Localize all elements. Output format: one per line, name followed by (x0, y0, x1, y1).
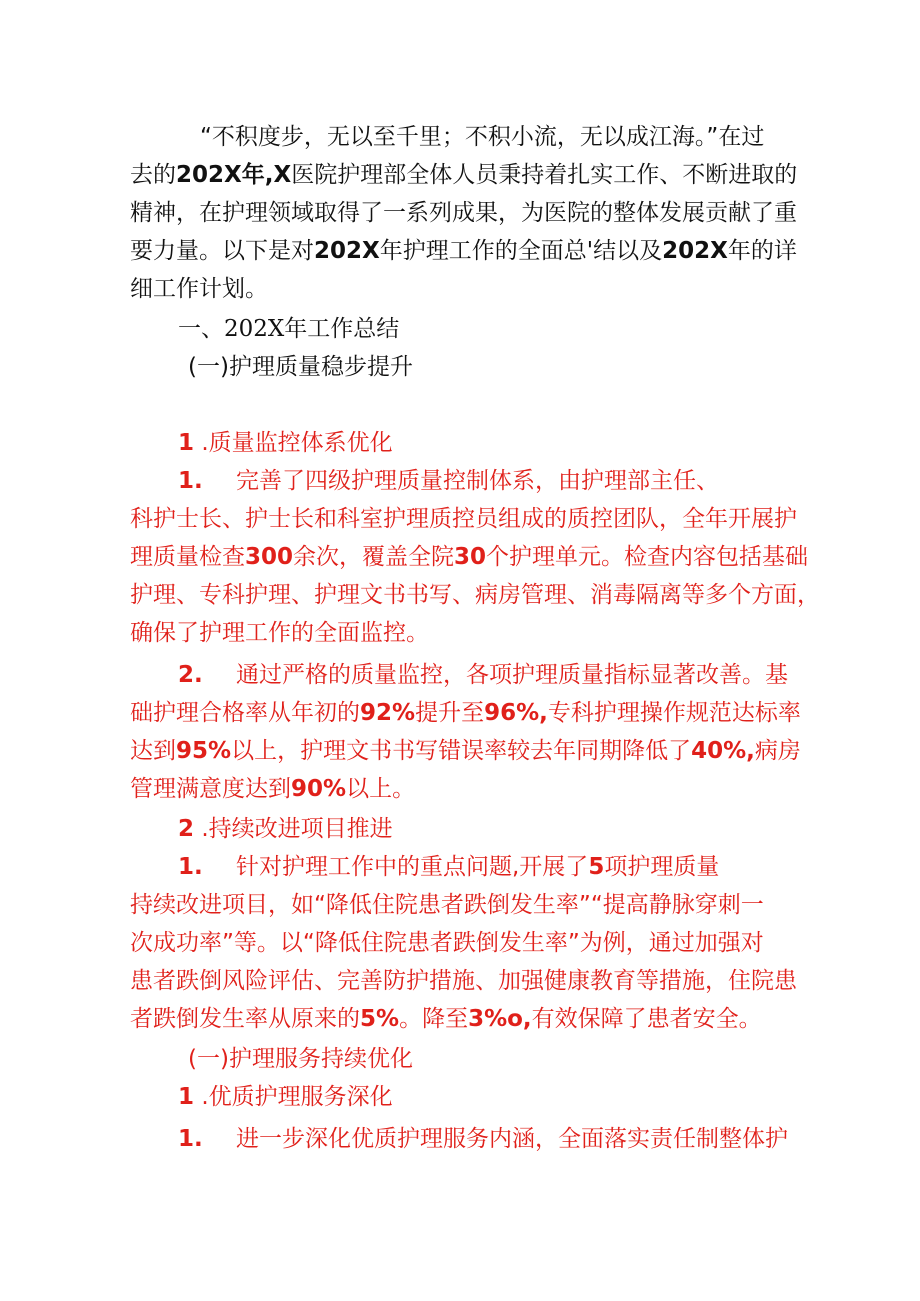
p3-line-5 (130, 1000, 762, 1038)
item-number: 1. (178, 1126, 203, 1152)
subsection-title: (一)护理服务持续优化 (188, 1046, 413, 1072)
p1-line-3 (130, 538, 808, 576)
p2-line-2 (130, 694, 801, 732)
p3-number: 5% (360, 1006, 400, 1032)
heading-number: 1 (178, 1084, 195, 1110)
p4-text: 进一步深化优质护理服务内涵，全面落实责任制整体护 (236, 1126, 788, 1152)
subsection-title: (一)护理质量稳步提升 (188, 354, 413, 380)
p2-text: 达到 (130, 738, 176, 764)
p2-number: 40%, (691, 738, 755, 764)
p1-text: 科护士长、护士长和科室护理质控员组成的质控团队，全年开展护 (130, 506, 797, 532)
subsection-heading-service (188, 1040, 413, 1078)
p2-text: 管理满意度达到 (130, 776, 291, 802)
intro-year: 202X (314, 238, 380, 264)
intro-text: 年护理工作的全面总'结以及 (379, 238, 663, 264)
p3-text: 者跌倒发生率从原来的 (130, 1006, 360, 1032)
p4-line-1 (178, 1120, 788, 1158)
p3-text: 患者跌倒风险评估、完善防护措施、加强健康教育等措施，住院患 (130, 968, 797, 994)
heading-quality-service (178, 1078, 393, 1116)
p3-text: 有效保障了患者安全。 (531, 1006, 762, 1032)
subsection-heading-quality (188, 348, 413, 386)
p3-line-1 (178, 848, 719, 886)
section-title: 一、202X年工作总结 (178, 316, 400, 342)
item-number: 1. (178, 854, 203, 880)
intro-text: 去的 (130, 162, 176, 188)
intro-text: 要力量。以下是对 (130, 238, 314, 264)
intro-hospital-code: X (273, 162, 292, 188)
section-heading-summary (178, 310, 399, 348)
p3-line-2 (130, 886, 764, 924)
intro-line-2 (130, 156, 797, 194)
p3-number: 3%o, (468, 1006, 532, 1032)
intro-year: 202X (662, 238, 728, 264)
p2-text: 础护理合格率从年初的 (130, 700, 360, 726)
intro-text: 医院护理部全体人员秉持着扎实工作、不断进取的 (291, 162, 798, 188)
heading-number: 2 (178, 816, 195, 842)
p1-line-4 (130, 576, 820, 614)
p1-text: 理质量检查 (130, 544, 245, 570)
intro-year: 202X (176, 162, 242, 188)
p3-text: 项护理质量 (604, 854, 720, 880)
p3-text: 次成功率”等。以“降低住院患者跌倒发生率”为例，通过加强对 (130, 930, 764, 956)
item-number: 1. (178, 468, 203, 494)
p3-text: 持续改进项目，如“降低住院患者跌倒发生率”“提高静脉穿刺一 (130, 892, 764, 918)
intro-line-4 (130, 232, 797, 270)
p2-line-1 (178, 656, 788, 694)
intro-text: 年, (241, 162, 274, 188)
p3-text: 。降至 (399, 1006, 469, 1032)
p2-number: 96%, (484, 700, 548, 726)
p1-text: 护理、专科护理、护理文书书写、病房管理、消毒隔离等多个方面， (130, 582, 820, 608)
heading-text: .质量监控体系优化 (194, 430, 393, 456)
p2-text: 以上，护理文书书写错误率较去年同期降低了 (231, 738, 692, 764)
p1-line-5 (130, 614, 429, 652)
p3-number: 5 (588, 854, 605, 880)
intro-line-5 (130, 270, 268, 308)
intro-text: “不积度步，无以至千里；不积小流，无以成江海。”在过 (200, 124, 765, 150)
p3-line-3 (130, 924, 764, 962)
p1-line-2 (130, 500, 797, 538)
p2-text: 通过严格的质量监控，各项护理质量指标显著改善。基 (236, 662, 788, 688)
heading-text: .持续改进项目推进 (194, 816, 393, 842)
p1-text: 完善了四级护理质量控制体系，由护理部主任、 (236, 468, 719, 494)
p1-line-1 (178, 462, 719, 500)
intro-text: 细工作计划。 (130, 276, 268, 302)
heading-quality-monitoring (178, 424, 393, 462)
p2-number: 90% (291, 776, 347, 802)
p1-text: 个护理单元。检查内容包括基础 (486, 544, 809, 570)
p2-line-3 (130, 732, 801, 770)
p2-number: 92% (360, 700, 416, 726)
intro-text: 年的详 (727, 238, 797, 264)
heading-number: 1 (178, 430, 195, 456)
p1-text: 余次，覆盖全院 (293, 544, 455, 570)
intro-text: 精神，在护理领域取得了一系列成果，为医院的整体发展贡献了重 (130, 200, 797, 226)
intro-line-1 (200, 118, 764, 156)
p1-text: 确保了护理工作的全面监控。 (130, 620, 429, 646)
intro-line-3 (130, 194, 797, 232)
p2-text: 病房 (754, 738, 801, 764)
p1-number: 30 (454, 544, 487, 570)
p1-number: 300 (245, 544, 294, 570)
heading-text: .优质护理服务深化 (194, 1084, 393, 1110)
p2-number: 95% (176, 738, 232, 764)
p2-text: 提升至 (415, 700, 485, 726)
item-number: 2. (178, 662, 203, 688)
p2-text: 专科护理操作规范达标率 (547, 700, 801, 726)
p3-text: 针对护理工作中的重点问题,开展了 (236, 854, 589, 880)
p2-line-4 (130, 770, 415, 808)
p3-line-4 (130, 962, 797, 1000)
heading-continuous-improvement (178, 810, 393, 848)
p2-text: 以上。 (346, 776, 416, 802)
